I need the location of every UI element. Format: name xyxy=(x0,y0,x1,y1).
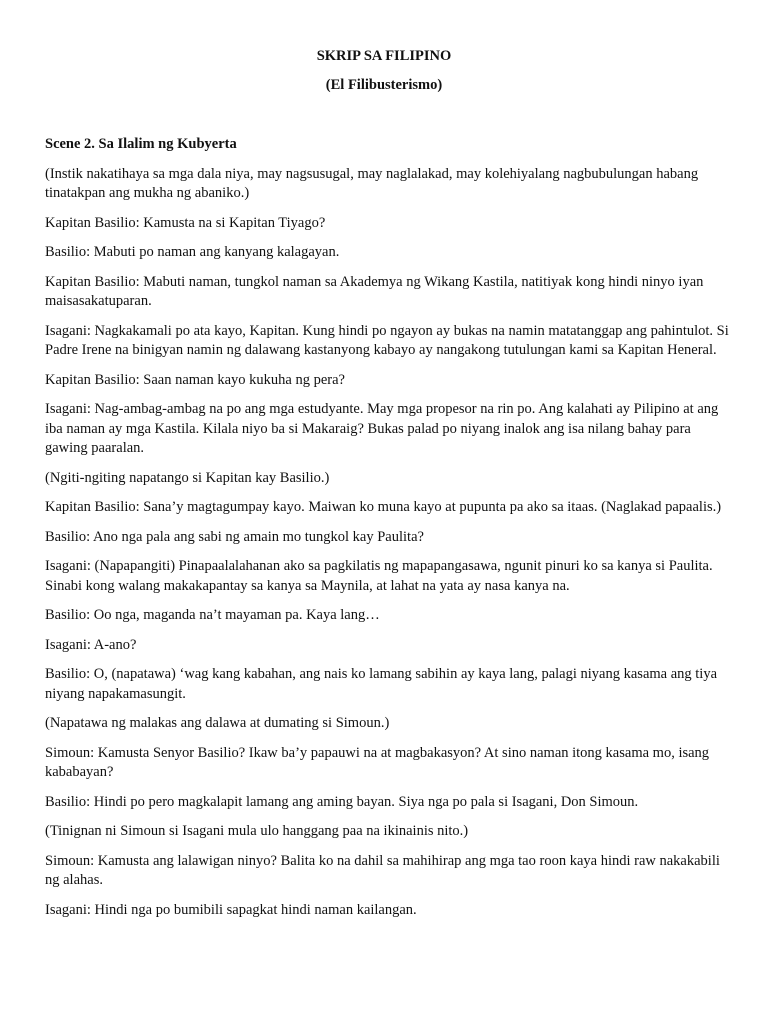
dialogue-line: Kapitan Basilio: Kamusta na si Kapitan Tiyago? xyxy=(45,214,326,231)
document-subtitle: (El Filibusterismo) xyxy=(325,77,443,93)
dialogue-line: Kapitan Basilio: Saan naman kayo kukuha ng pera? xyxy=(45,371,345,388)
dialogue-line: Isagani: Nag-ambag-ambag na po ang mga estudyante. May mga propesor na rin po. Ang kalahati ay Pilipino at ang iba naman ay mga Kastila. Kilala niyo ba si Makaraig? Bukas palad po niyang inalok ang isa nilang bahay para gawing paaralan. xyxy=(45,401,719,456)
scene-heading: Scene 2. Sa Ilalim ng Kubyerta xyxy=(45,136,237,152)
dialogue-line: Basilio: Mabuti po naman ang kanyang kalagayan. xyxy=(45,244,340,260)
stage-direction: (Instik nakatihaya sa mga dala niya, may nagsusugal, may naglalakad, may kolehiyalang nagbubulungan habang tinatakpan ang mukha ng abaniko.) xyxy=(45,165,699,201)
document-body xyxy=(45,135,735,930)
dialogue-line: Basilio: Oo nga, maganda na’t mayaman pa. Kaya lang… xyxy=(45,607,380,623)
dialogue-line: Isagani: Nagkakamali po ata kayo, Kapitan. Kung hindi po ngayon ay bukas na namin matatanggap ang pahintulot. Si Padre Irene na binigyan namin ng dalawang kastanyong kabayo ay nangakong tutulungan kami sa Kapitan Heneral. xyxy=(45,322,729,358)
dialogue-line: Basilio: Ano nga pala ang sabi ng amain mo tungkol kay Paulita? xyxy=(45,528,424,545)
dialogue-line: Kapitan Basilio: Mabuti naman, tungkol naman sa Akademya ng Wikang Kastila, natitiyak kong hindi ninyo iyan maisasakatuparan. xyxy=(45,273,704,309)
dialogue-line: Kapitan Basilio: Sana’y magtagumpay kayo. Maiwan ko muna kayo at pupunta pa ako sa itaas. (Naglakad papaalis.) xyxy=(45,499,722,515)
dialogue-line: Isagani: A-ano? xyxy=(45,636,137,653)
dialogue-line: Simoun: Kamusta Senyor Basilio? Ikaw ba’y papauwi na at magbakasyon? At sino naman itong kasama mo, isang kababayan? xyxy=(45,744,710,780)
document-title: SKRIP SA FILIPINO xyxy=(316,48,452,64)
dialogue-line: Isagani: (Napapangiti) Pinapaalalahanan ako sa pagkilatis ng mapapangasawa, ngunit pinuri ko sa kanya si Paulita. Sinabi kong walang makakapantay sa kanya sa Maynila, at lahat na yata ay nasa kanya na. xyxy=(45,558,713,594)
dialogue-line: Basilio: O, (napatawa) ‘wag kang kabahan, ang nais ko lamang sabihin ay kaya lang, palagi niyang kasama ang tiya niyang napakamasungit. xyxy=(45,666,718,702)
stage-direction: (Ngiti-ngiting napatango si Kapitan kay Basilio.) xyxy=(45,469,330,486)
dialogue-line: Isagani: Hindi nga po bumibili sapagkat hindi naman kailangan. xyxy=(45,901,417,918)
stage-direction: (Tinignan ni Simoun si Isagani mula ulo hanggang paa na ikinainis nito.) xyxy=(45,823,469,839)
dialogue-line: Simoun: Kamusta ang lalawigan ninyo? Balita ko na dahil sa mahihirap ang mga tao roon kaya hindi raw nakakabili ng alahas. xyxy=(45,852,720,888)
stage-direction: (Napatawa ng malakas ang dalawa at dumating si Simoun.) xyxy=(45,715,390,731)
dialogue-line: Basilio: Hindi po pero magkalapit lamang ang aming bayan. Siya nga po pala si Isagani, Don Simoun. xyxy=(45,793,639,810)
